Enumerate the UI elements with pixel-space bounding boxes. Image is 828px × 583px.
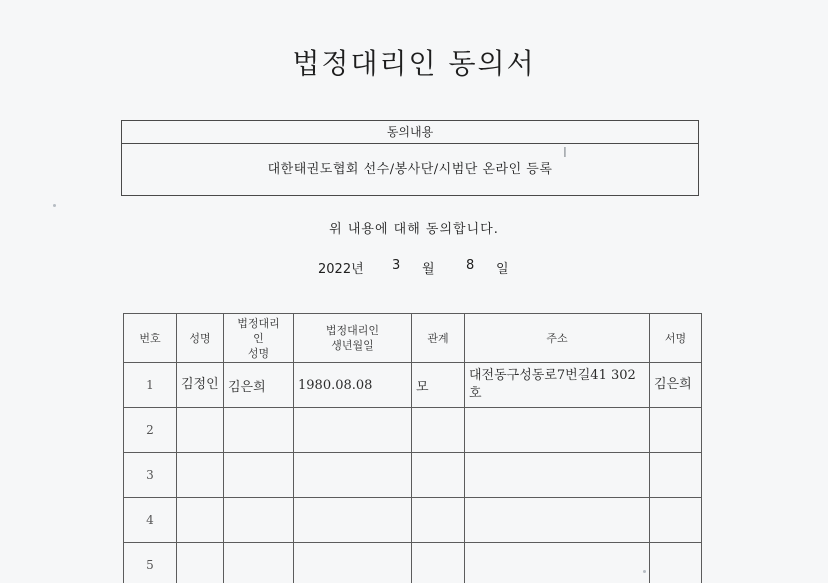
row-number: 4	[124, 498, 177, 543]
applicant-name: 김정인	[177, 363, 224, 408]
relation: 모	[412, 363, 465, 408]
consent-header: 동의내용	[122, 121, 698, 144]
column-header-guardian-birthdate	[294, 314, 412, 363]
header-line: 법정대리	[237, 316, 280, 330]
relation	[412, 543, 465, 583]
address: 대전동구성동로7번길41 302호	[465, 363, 650, 408]
relation	[412, 498, 465, 543]
relation	[412, 453, 465, 498]
date-day-unit: 일	[496, 262, 509, 277]
guardian-name: 김은희	[224, 363, 294, 408]
table-row	[124, 498, 702, 543]
applicant-name	[177, 498, 224, 543]
guardian-birthdate: 1980.08.08	[294, 363, 412, 408]
applicant-name	[177, 453, 224, 498]
date-month-unit: 월	[422, 262, 435, 277]
signature	[650, 543, 702, 583]
signature: 김은희	[650, 363, 702, 408]
column-header-relation: 관계	[412, 314, 465, 363]
signature	[650, 453, 702, 498]
row-number: 2	[124, 408, 177, 453]
guardian-name	[224, 543, 294, 583]
table-row	[124, 363, 702, 408]
address	[465, 543, 650, 583]
column-header-name: 성명	[177, 314, 224, 363]
guardian-name	[224, 498, 294, 543]
applicant-name	[177, 408, 224, 453]
consent-content: 대한태권도협회 선수/봉사단/시범단 온라인 등록	[267, 162, 553, 177]
row-number: 1	[124, 363, 177, 408]
header-line: 인	[253, 331, 264, 345]
guardian-birthdate	[294, 453, 412, 498]
header-line: 성명	[247, 346, 270, 360]
address	[465, 498, 650, 543]
agreement-statement: 위 내용에 대해 동의합니다.	[329, 222, 499, 237]
row-number: 3	[124, 453, 177, 498]
scan-speck	[53, 204, 56, 207]
guardian-name	[224, 408, 294, 453]
date-month: 3	[392, 258, 401, 273]
date-year: 2022년	[318, 262, 364, 277]
address	[465, 408, 650, 453]
guardian-consent-table	[123, 313, 702, 583]
guardian-birthdate	[294, 543, 412, 583]
header-line: 생년월일	[331, 339, 374, 352]
address	[465, 453, 650, 498]
column-header-address: 주소	[465, 314, 650, 363]
guardian-name	[224, 453, 294, 498]
guardian-birthdate	[294, 498, 412, 543]
consent-box	[121, 120, 699, 196]
applicant-name	[177, 543, 224, 583]
table-header-row	[124, 314, 702, 363]
row-number: 5	[124, 543, 177, 583]
document-title: 법정대리인 동의서	[292, 47, 536, 80]
signature	[650, 408, 702, 453]
table-row	[124, 408, 702, 453]
guardian-birthdate	[294, 408, 412, 453]
column-header-number: 번호	[124, 314, 177, 363]
signature	[650, 498, 702, 543]
column-header-guardian-name	[224, 314, 294, 363]
column-header-signature: 서명	[650, 314, 702, 363]
table-row	[124, 453, 702, 498]
relation	[412, 408, 465, 453]
text-cursor-icon: I	[563, 146, 567, 161]
date-day: 8	[466, 258, 475, 273]
header-line: 법정대리인	[325, 324, 380, 337]
table-row	[124, 543, 702, 583]
